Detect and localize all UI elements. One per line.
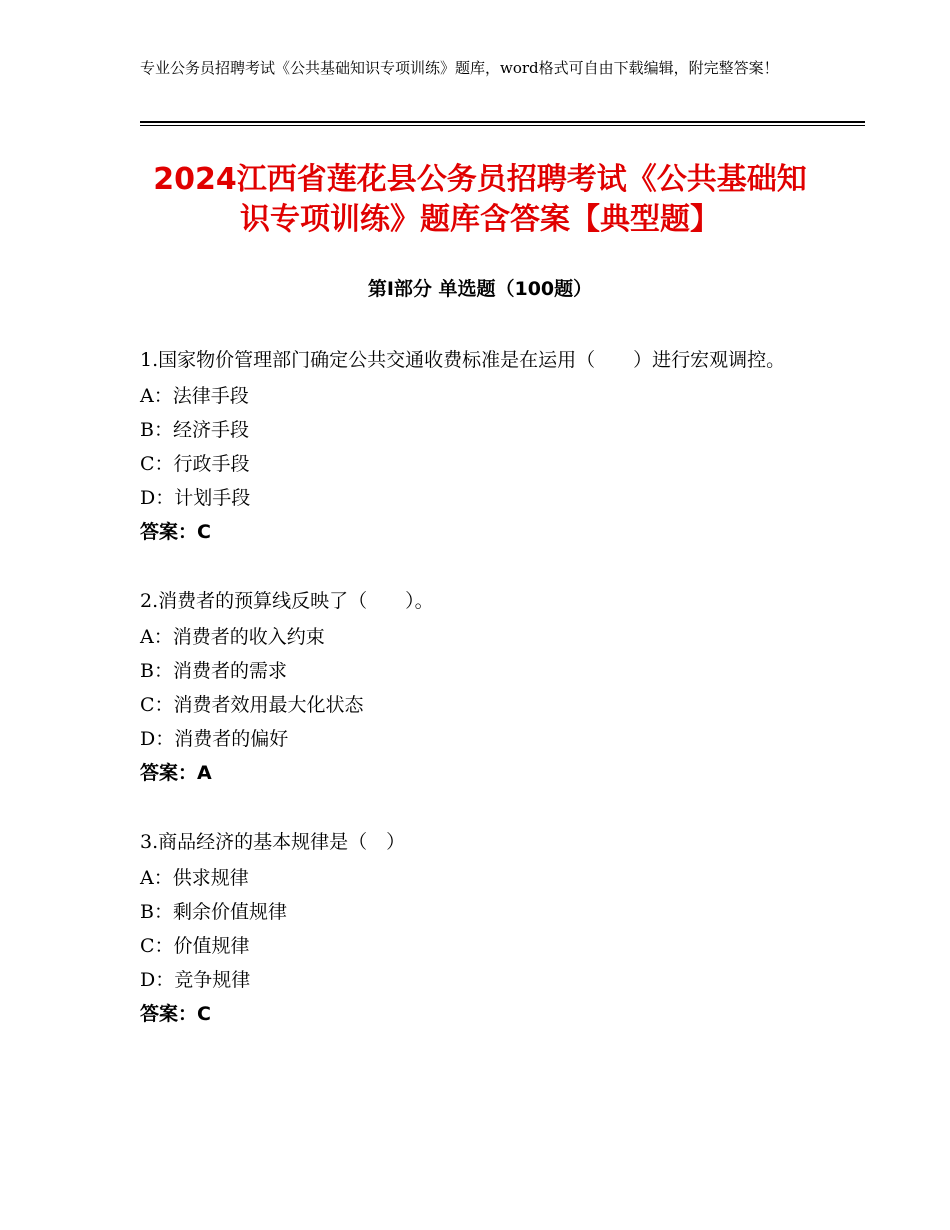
option-c: C：行政手段 [140,453,250,475]
option-b: B：剩余价值规律 [140,901,287,923]
option-a: A：法律手段 [140,385,249,407]
section-heading: 第Ⅰ部分 单选题（100题） [367,278,593,300]
option-d: D：计划手段 [140,487,251,509]
question-1 [140,345,820,549]
question-3 [140,827,820,1031]
answer-line: 答案：C [140,1003,211,1025]
option-c: C：价值规律 [140,935,250,957]
question-stem: 2.消费者的预算线反映了（ ）。 [140,590,434,612]
question-list [140,345,820,1068]
option-c: C：消费者效用最大化状态 [140,694,364,716]
option-a: A：消费者的收入约束 [140,626,325,648]
question-stem: 3.商品经济的基本规律是（ ） [140,831,406,853]
header-rule-thin [140,125,865,126]
option-b: B：消费者的需求 [140,660,287,682]
answer-line: 答案：A [140,762,212,784]
option-d: D：竞争规律 [140,969,251,991]
document-title: 2024江西省莲花县公务员招聘考试《公共基础知识专项训练》题库含答案【典型题】 [153,162,807,237]
option-a: A：供求规律 [140,867,249,889]
question-2 [140,586,820,790]
option-b: B：经济手段 [140,419,249,441]
option-d: D：消费者的偏好 [140,728,289,750]
question-stem: 1.国家物价管理部门确定公共交通收费标准是在运用（ ）进行宏观调控。 [140,349,786,371]
header-note: 专业公务员招聘考试《公共基础知识专项训练》题库，word格式可自由下载编辑，附完整答案！ [140,59,779,77]
answer-line: 答案：C [140,521,211,543]
header-rule-thick [140,121,865,123]
